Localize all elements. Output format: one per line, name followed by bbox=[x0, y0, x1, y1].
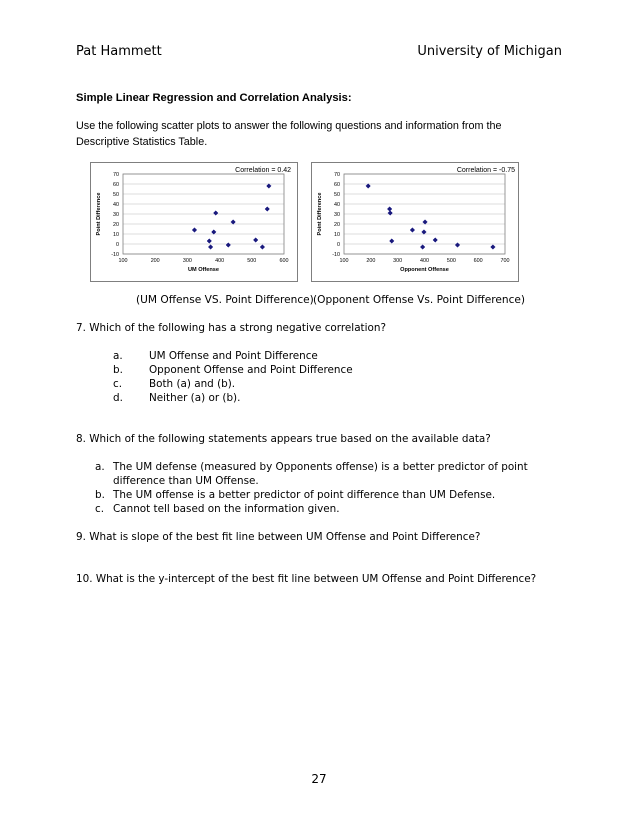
option-letter: a. bbox=[95, 461, 105, 473]
x-tick-label: 200 bbox=[150, 258, 160, 264]
y-tick-label: 40 bbox=[113, 202, 119, 208]
option-text: The UM defense (measured by Opponents offense) is a better predictor of point bbox=[113, 461, 528, 473]
x-tick-label: 200 bbox=[366, 258, 376, 264]
y-tick-label: 30 bbox=[334, 212, 340, 218]
y-tick-label: 30 bbox=[113, 212, 119, 218]
y-tick-label: 10 bbox=[334, 232, 340, 238]
y-tick-label: 60 bbox=[334, 182, 340, 188]
chart-title: Correlation = 0.42 bbox=[235, 167, 291, 174]
header-author: Pat Hammett bbox=[76, 44, 162, 59]
y-axis-label: Point Difference bbox=[96, 192, 102, 236]
caption-right: (Opponent Offense Vs. Point Difference) bbox=[313, 294, 526, 306]
intro-line-1: Use the following scatter plots to answer the following questions and information from the bbox=[76, 120, 502, 132]
y-tick-label: 20 bbox=[113, 222, 119, 228]
option-text: The UM offense is a better predictor of point difference than UM Defense. bbox=[113, 489, 496, 501]
y-tick-label: 50 bbox=[113, 192, 119, 198]
y-tick-label: -10 bbox=[111, 252, 119, 258]
x-tick-label: 300 bbox=[393, 258, 403, 264]
y-tick-label: 50 bbox=[334, 192, 340, 198]
caption-left: (UM Offense VS. Point Difference) bbox=[136, 294, 314, 306]
y-axis-label: Point Difference bbox=[317, 192, 323, 236]
question-9: 9. What is slope of the best fit line between UM Offense and Point Difference? bbox=[76, 531, 481, 543]
y-tick-label: 0 bbox=[337, 242, 340, 248]
x-axis-label: UM Offense bbox=[187, 267, 220, 273]
x-tick-label: 600 bbox=[279, 258, 289, 264]
option-letter: a. bbox=[113, 350, 123, 362]
y-tick-label: 60 bbox=[113, 182, 119, 188]
page-number: 27 bbox=[311, 772, 327, 786]
section-title: Simple Linear Regression and Correlation Analysis: bbox=[76, 92, 352, 104]
chart-title: Correlation = -0.75 bbox=[456, 167, 515, 174]
y-tick-label: -10 bbox=[332, 252, 340, 258]
header-institution: University of Michigan bbox=[417, 44, 562, 59]
option-text: Opponent Offense and Point Difference bbox=[149, 364, 353, 376]
x-tick-label: 400 bbox=[215, 258, 225, 264]
x-axis-label: Opponent Offense bbox=[400, 267, 449, 273]
option-text-continued: difference than UM Offense. bbox=[113, 475, 259, 487]
y-tick-label: 40 bbox=[334, 202, 340, 208]
x-tick-label: 500 bbox=[247, 258, 257, 264]
option-letter: c. bbox=[95, 503, 105, 515]
y-tick-label: 70 bbox=[334, 172, 340, 178]
intro-line-2: Descriptive Statistics Table. bbox=[76, 136, 208, 148]
x-tick-label: 300 bbox=[182, 258, 192, 264]
question-7: 7. Which of the following has a strong negative correlation? bbox=[76, 322, 386, 334]
x-tick-label: 400 bbox=[420, 258, 429, 264]
option-text: Both (a) and (b). bbox=[149, 378, 236, 390]
scatter-chart-um-offense bbox=[90, 162, 298, 282]
y-tick-label: 20 bbox=[334, 222, 340, 228]
x-tick-label: 100 bbox=[339, 258, 349, 264]
question-8: 8. Which of the following statements appears true based on the available data? bbox=[76, 433, 491, 445]
y-tick-label: 70 bbox=[113, 172, 119, 178]
x-tick-label: 700 bbox=[500, 258, 510, 264]
y-tick-label: 10 bbox=[113, 232, 119, 238]
question-10: 10. What is the y-intercept of the best fit line between UM Offense and Point Difference? bbox=[76, 573, 537, 585]
option-letter: d. bbox=[113, 392, 123, 404]
x-tick-label: 100 bbox=[118, 258, 128, 264]
option-letter: c. bbox=[113, 378, 123, 390]
x-tick-label: 500 bbox=[446, 258, 456, 264]
option-text: Neither (a) or (b). bbox=[149, 392, 241, 404]
y-tick-label: 0 bbox=[116, 242, 119, 248]
x-tick-label: 600 bbox=[473, 258, 483, 264]
option-text: Cannot tell based on the information given. bbox=[113, 503, 340, 515]
scatter-chart-opponent-offense bbox=[311, 162, 519, 282]
option-letter: b. bbox=[95, 489, 105, 501]
option-text: UM Offense and Point Difference bbox=[149, 350, 318, 362]
option-letter: b. bbox=[113, 364, 123, 376]
